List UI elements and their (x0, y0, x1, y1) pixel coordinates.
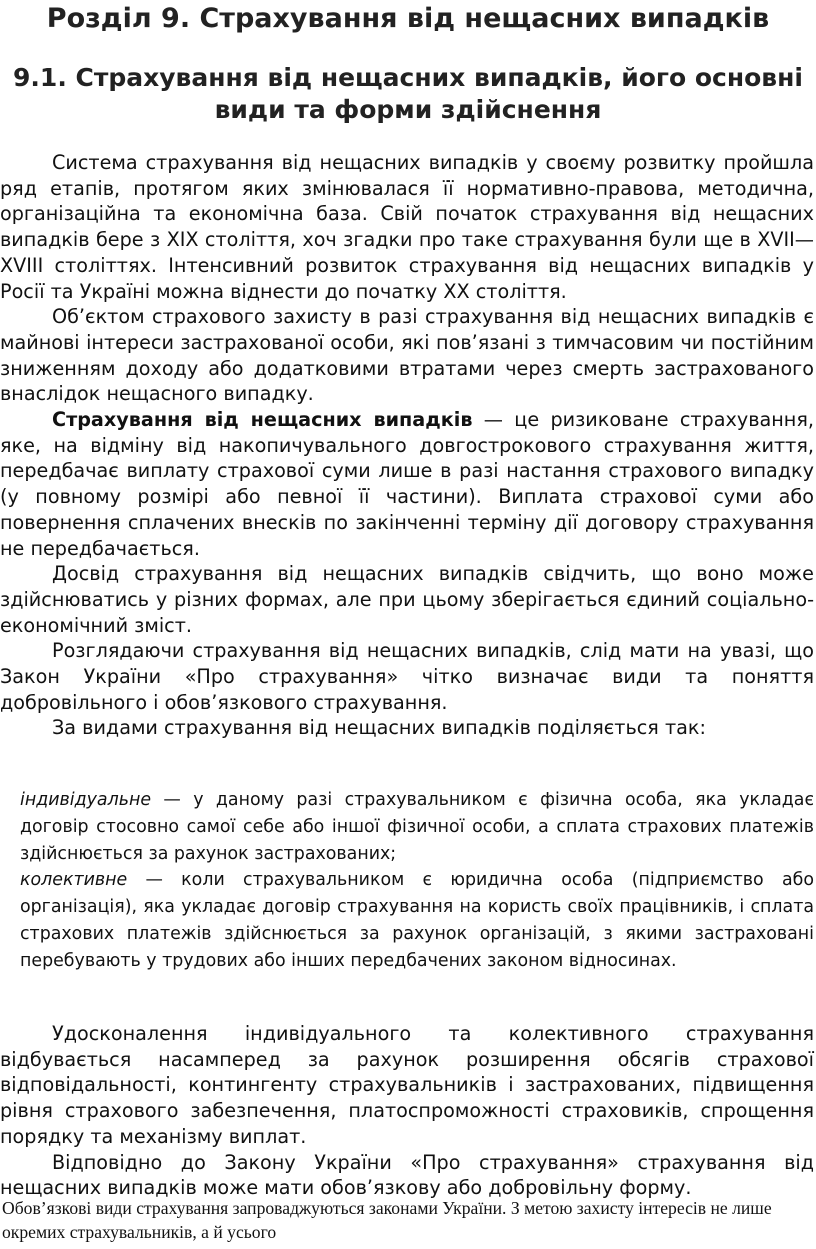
list-item-text: — у даному разі страхувальником є фізична особа, яка укладає договір стосовно самої себе або іншої фізичної особи, а сплата страхових платежів здійснюється за рахунок застрахованих; (20, 790, 814, 864)
body-text-section-2 (0, 1021, 814, 1201)
list-item-term: колективне (20, 870, 128, 891)
chapter-title: Розділ 9. Страхування від нещасних випадків (46, 3, 770, 34)
serif-text-block (2, 1196, 772, 1244)
list-item (20, 867, 814, 974)
list-item-text: — коли страхувальником є юридична особа (підприємство або організація), яка укладає договір страхування на користь своїх працівників, і сплата страхових платежів здійснюється за рахунок організацій, з якими застраховані перебувають у трудових або інших передбачених законом відносинах. (20, 870, 814, 971)
paragraph-improvement: Удосконалення індивідуального та колективного страхування відбувається насамперед за рахунок розширення обсягів страхової відповідальності, контингенту страхувальників і застрахованих, підвищення рівня страхового забезпечення, платоспроможності страховиків, спрощення порядку та механізму виплат. (0, 1022, 814, 1148)
definition-term: Страхування від нещасних випадків (52, 408, 473, 432)
types-list (20, 787, 814, 975)
paragraph-definition (0, 407, 814, 561)
paragraph-types-intro: За видами страхування від нещасних випадків поділяється так: (52, 716, 706, 740)
definition-text: — це ризиковане страхування, яке, на відміну від накопичувального довгострокового страхування життя, передбачає виплату страхової суми лише в разі настання страхового випадку (у повному розмірі або певної її частини). Виплата страхової суми або повернення сплачених внесків по закінченні терміну дії договору страхування не передбачається. (0, 408, 814, 560)
body-text-section-1 (0, 150, 814, 741)
section-title: 9.1. Страхування від нещасних випадків, його основні види та форми здійснення (13, 63, 803, 124)
list-item-term: індивідуальне (20, 790, 152, 810)
paragraph-mandatory: Обов’язкові види страхування запроваджуються законами України. З метою захисту інтересів не лише окремих страхувальників, а й усього (2, 1198, 772, 1242)
paragraph-experience: Досвід страхування від нещасних випадків свідчить, що воно може здійснюватись у різних формах, але при цьому зберігається єдиний соціально-економічний зміст. (0, 562, 814, 637)
list-item (20, 787, 814, 867)
paragraph-forms: Відповідно до Закону України «Про страхування» страхування від нещасних випадків може мати обов’язкову або добровільну форму. (0, 1150, 814, 1200)
paragraph-history: Система страхування від нещасних випадків у своєму розвитку пройшла ряд етапів, протягом яких змінювалася її нормативно-правова, методична, організаційна та економічна база. Свій початок страхування від нещасних випадків бере з XIX століття, хоч згадки про таке страхування були ще в XVII—XVIII століттях. Інтенсивний розвиток страхування від нещасних випадків у Росії та Україні можна віднести до початку XX століття. (0, 151, 814, 303)
paragraph-object: Об’єктом страхового захисту в разі страхування від нещасних випадків є майнові інтереси застрахованої особи, які пов’язані з тимчасовим чи постійним зниженням доходу або додатковими втратами через смерть застрахованого внаслідок нещасного випадку. (0, 305, 814, 406)
paragraph-law: Розглядаючи страхування від нещасних випадків, слід мати на увазі, що Закон України «Про страхування» чітко визначає види та поняття добровільного і обов’язкового страхування. (0, 639, 814, 714)
